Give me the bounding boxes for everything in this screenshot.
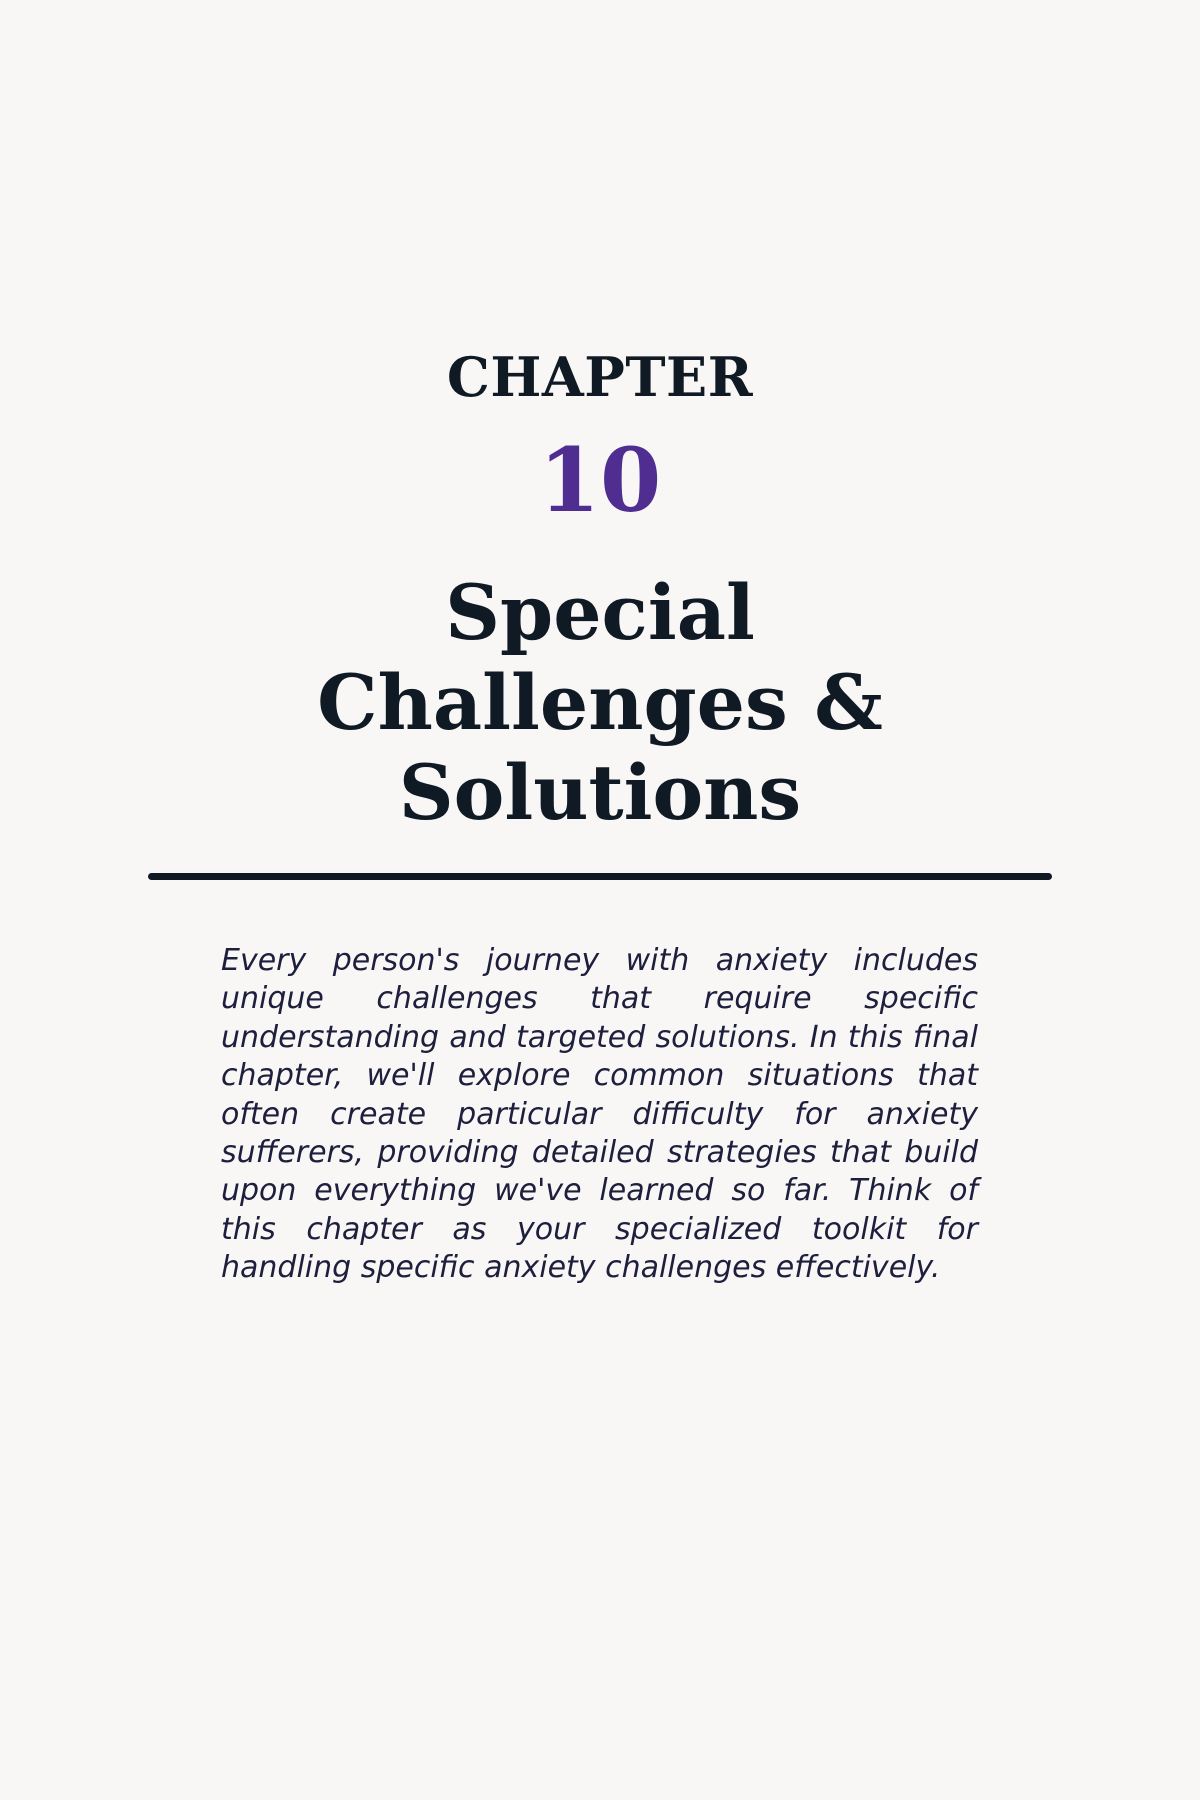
chapter-title: Special Challenges & Solutions xyxy=(317,568,883,837)
chapter-number: 10 xyxy=(538,428,662,532)
title-divider xyxy=(148,873,1052,880)
chapter-intro-paragraph: Every person's journey with anxiety includes unique challenges that require specific understanding and targeted solutions. In this final chapter, we'll explore common situations that often create particular difficulty for anxiety sufferers, providing detailed strategies that build upon everything we've learned so far. Think of this chapter as your specialized toolkit for handling specific anxiety challenges effectively. xyxy=(221,943,978,1286)
chapter-label: CHAPTER xyxy=(446,345,754,409)
